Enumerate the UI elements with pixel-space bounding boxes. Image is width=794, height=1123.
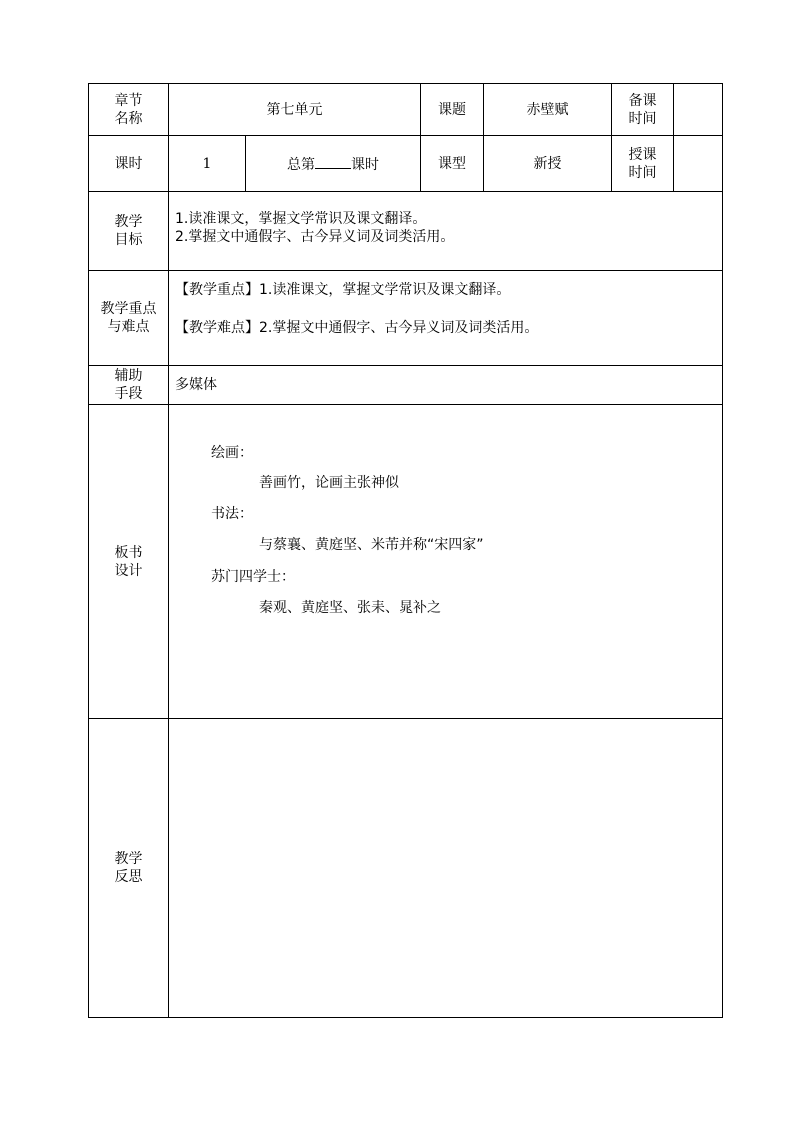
- aids-label: 辅助 手段: [89, 366, 169, 405]
- reflection-label: 教学 反思: [89, 719, 169, 1018]
- goals-label: 教学 目标: [89, 192, 169, 271]
- row-goals: [89, 192, 723, 271]
- row-period: [89, 136, 723, 192]
- aids-value[interactable]: 多媒体: [169, 366, 723, 405]
- board-scholars-heading: 苏门四学士：: [211, 569, 295, 585]
- total-period-cell[interactable]: [246, 136, 421, 192]
- period-label: 课时: [89, 136, 169, 192]
- teach-time-value[interactable]: [674, 136, 723, 192]
- board-calligraphy-text: 与蔡襄、黄庭坚、米芾并称“宋四家”: [259, 537, 484, 553]
- chapter-label: 章节 名称: [89, 84, 169, 136]
- total-period-prefix: 总第: [287, 156, 315, 173]
- row-reflection: [89, 719, 723, 1018]
- goals-content[interactable]: [169, 192, 723, 271]
- teach-time-label: 授课 时间: [612, 136, 674, 192]
- prep-time-label: 备课 时间: [612, 84, 674, 136]
- topic-label: 课题: [421, 84, 484, 136]
- row-board: [89, 405, 723, 719]
- board-design-content[interactable]: [169, 405, 723, 719]
- key-points-label: 教学重点 与难点: [89, 271, 169, 366]
- lesson-type-label: 课型: [421, 136, 484, 192]
- reflection-content[interactable]: [169, 719, 723, 1018]
- key-point-line: 【教学重点】1.读准课文，掌握文学常识及课文翻译。: [175, 282, 511, 298]
- chapter-value[interactable]: 第七单元: [169, 84, 421, 136]
- topic-value[interactable]: 赤壁赋: [484, 84, 612, 136]
- total-period-suffix: 课时: [351, 156, 379, 173]
- key-points-content[interactable]: [169, 271, 723, 366]
- total-period-blank[interactable]: [315, 154, 351, 169]
- goal-item: 1.读准课文，掌握文学常识及课文翻译。: [175, 211, 427, 227]
- lesson-plan-table: [88, 83, 723, 1018]
- board-painting-text: 善画竹，论画主张神似: [259, 475, 399, 491]
- board-scholars-text: 秦观、黄庭坚、张耒、晁补之: [259, 600, 441, 616]
- board-design-label: 板书 设计: [89, 405, 169, 719]
- row-key-points: [89, 271, 723, 366]
- row-chapter: [89, 84, 723, 136]
- goal-item: 2.掌握文中通假字、古今异义词及词类活用。: [175, 229, 455, 245]
- period-value[interactable]: 1: [169, 136, 246, 192]
- row-aids: [89, 366, 723, 405]
- prep-time-value[interactable]: [674, 84, 723, 136]
- board-painting-heading: 绘画：: [211, 445, 253, 461]
- board-calligraphy-heading: 书法：: [211, 506, 253, 522]
- difficult-point-line: 【教学难点】2.掌握文中通假字、古今异义词及词类活用。: [175, 320, 539, 336]
- lesson-type-value[interactable]: 新授: [484, 136, 612, 192]
